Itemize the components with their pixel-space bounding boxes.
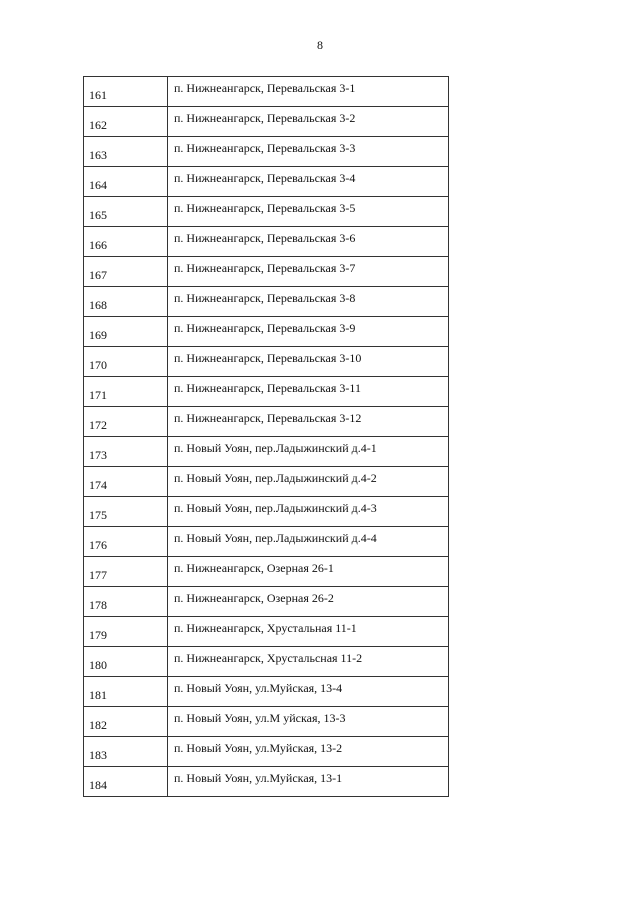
row-number-cell: 171 — [84, 377, 168, 407]
table-row — [84, 677, 449, 707]
table-row — [84, 527, 449, 557]
table-row — [84, 257, 449, 287]
row-number-cell: 181 — [84, 677, 168, 707]
row-number-cell: 178 — [84, 587, 168, 617]
table-row — [84, 617, 449, 647]
address-cell: п. Новый Уоян, ул.Муйская, 13-2 — [168, 737, 449, 767]
address-cell: п. Нижнеангарск, Перевальская 3-9 — [168, 317, 449, 347]
row-number-cell: 177 — [84, 557, 168, 587]
table-row — [84, 707, 449, 737]
address-cell: п. Нижнеангарск, Озерная 26-2 — [168, 587, 449, 617]
table-row — [84, 407, 449, 437]
address-cell: п. Нижнеангарск, Перевальская 3-11 — [168, 377, 449, 407]
table-row — [84, 557, 449, 587]
address-table — [83, 76, 449, 797]
address-cell: п. Нижнеангарск, Перевальская 3-1 — [168, 77, 449, 107]
row-number-cell: 182 — [84, 707, 168, 737]
address-cell: п. Нижнеангарск, Перевальская 3-2 — [168, 107, 449, 137]
row-number-cell: 174 — [84, 467, 168, 497]
table-row — [84, 377, 449, 407]
table-row — [84, 587, 449, 617]
address-cell: п. Нижнеангарск, Перевальская 3-5 — [168, 197, 449, 227]
table-row — [84, 437, 449, 467]
address-cell: п. Новый Уоян, ул.Муйская, 13-1 — [168, 767, 449, 797]
row-number-cell: 165 — [84, 197, 168, 227]
address-cell: п. Нижнеангарск, Перевальская 3-6 — [168, 227, 449, 257]
address-cell: п. Новый Уоян, ул.М уйская, 13-3 — [168, 707, 449, 737]
row-number-cell: 164 — [84, 167, 168, 197]
row-number-cell: 172 — [84, 407, 168, 437]
address-cell: п. Нижнеангарск, Озерная 26-1 — [168, 557, 449, 587]
row-number-cell: 175 — [84, 497, 168, 527]
address-cell: п. Нижнеангарск, Перевальская 3-8 — [168, 287, 449, 317]
row-number-cell: 183 — [84, 737, 168, 767]
row-number-cell: 168 — [84, 287, 168, 317]
table-row — [84, 167, 449, 197]
row-number-cell: 184 — [84, 767, 168, 797]
table-row — [84, 137, 449, 167]
address-cell: п. Нижнеангарск, Хрустальная 11-1 — [168, 617, 449, 647]
address-cell: п. Нижнеангарск, Перевальская 3-4 — [168, 167, 449, 197]
row-number-cell: 161 — [84, 77, 168, 107]
row-number-cell: 162 — [84, 107, 168, 137]
address-cell: п. Новый Уоян, пер.Ладыжинский д.4-3 — [168, 497, 449, 527]
address-cell: п. Новый Уоян, пер.Ладыжинский д.4-1 — [168, 437, 449, 467]
table-row — [84, 497, 449, 527]
row-number-cell: 163 — [84, 137, 168, 167]
table-row — [84, 227, 449, 257]
page-number: 8 — [317, 38, 323, 52]
row-number-cell: 169 — [84, 317, 168, 347]
address-cell: п. Нижнеангарск, Перевальская 3-12 — [168, 407, 449, 437]
row-number-cell: 166 — [84, 227, 168, 257]
row-number-cell: 173 — [84, 437, 168, 467]
address-table-body — [84, 77, 449, 797]
row-number-cell: 180 — [84, 647, 168, 677]
row-number-cell: 170 — [84, 347, 168, 377]
table-row — [84, 347, 449, 377]
table-row — [84, 197, 449, 227]
table-row — [84, 737, 449, 767]
table-row — [84, 647, 449, 677]
row-number-cell: 176 — [84, 527, 168, 557]
table-row — [84, 767, 449, 797]
address-cell: п. Новый Уоян, ул.Муйская, 13-4 — [168, 677, 449, 707]
table-row — [84, 467, 449, 497]
table-row — [84, 107, 449, 137]
address-cell: п. Нижнеангарск, Перевальская 3-7 — [168, 257, 449, 287]
address-cell: п. Новый Уоян, пер.Ладыжинский д.4-4 — [168, 527, 449, 557]
table-row — [84, 77, 449, 107]
address-cell: п. Нижнеангарск, Хрустальсная 11-2 — [168, 647, 449, 677]
table-row — [84, 287, 449, 317]
row-number-cell: 179 — [84, 617, 168, 647]
row-number-cell: 167 — [84, 257, 168, 287]
table-row — [84, 317, 449, 347]
address-cell: п. Новый Уоян, пер.Ладыжинский д.4-2 — [168, 467, 449, 497]
address-cell: п. Нижнеангарск, Перевальская 3-10 — [168, 347, 449, 377]
address-cell: п. Нижнеангарск, Перевальская 3-3 — [168, 137, 449, 167]
